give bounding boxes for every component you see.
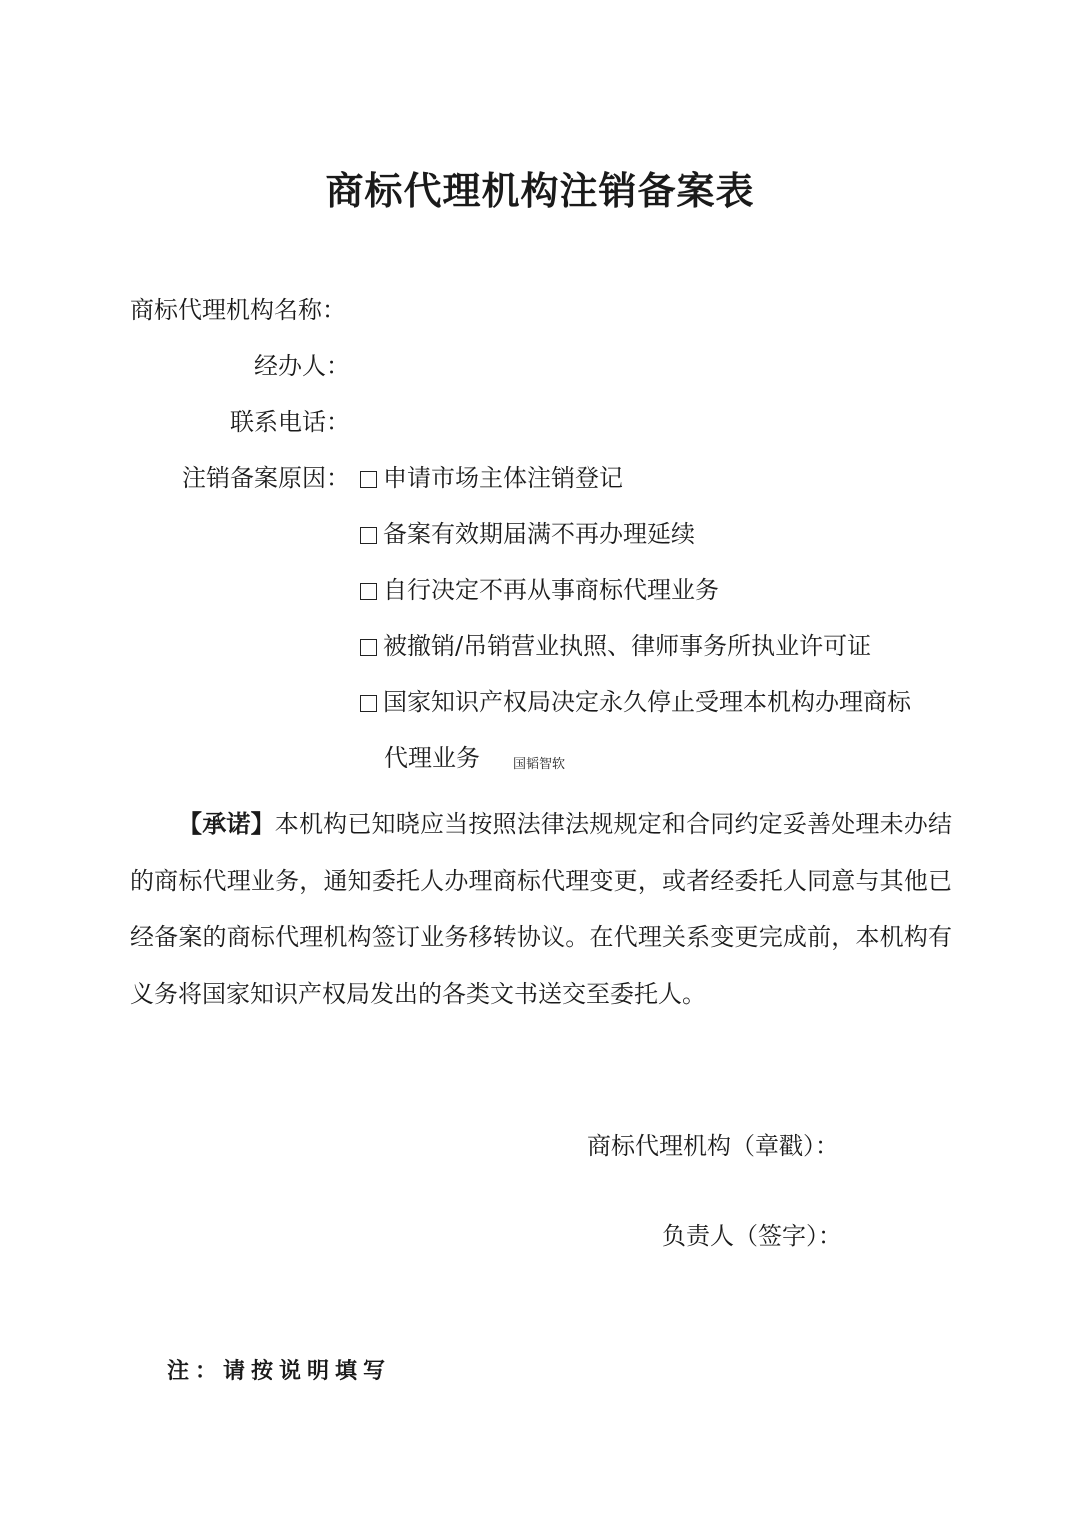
reason-option-label: 申请市场主体注销登记: [383, 464, 623, 492]
reason-option-label: 备案有效期届满不再办理延续: [383, 520, 695, 548]
document-title: 商标代理机构注销备案表: [325, 169, 755, 213]
responsible-signature-label: 负责人（签字）：: [662, 1222, 842, 1250]
checkbox-icon[interactable]: [360, 639, 377, 656]
pledge-paragraph: [130, 796, 952, 1022]
pledge-heading: 【承诺】: [178, 809, 275, 838]
reason-option-label: 自行决定不再从事商标代理业务: [383, 576, 719, 604]
reason-option-label: 被撤销/吊销营业执照、律师事务所执业许可证: [383, 632, 872, 660]
checkbox-icon[interactable]: [360, 527, 377, 544]
pledge-text: 本机构已知晓应当按照法律法规规定和合同约定妥善处理未办结的商标代理业务，通知委托人办理商标代理变更，或者经委托人同意与其他已经备案的商标代理机构签订业务移转协议。在代理关系变更完成前，本机构有义务将国家知识产权局发出的各类文书送交至委托人。: [130, 810, 953, 1008]
reason-option-1[interactable]: [360, 461, 623, 495]
agency-seal-label: 商标代理机构（章戳）：: [587, 1132, 839, 1160]
reason-option-2[interactable]: [360, 517, 695, 551]
checkbox-icon[interactable]: [360, 471, 377, 488]
reason-option-3[interactable]: [360, 573, 719, 607]
phone-label: 联系电话：: [230, 408, 350, 436]
reason-option-label: 国家知识产权局决定永久停止受理本机构办理商标: [383, 688, 911, 716]
reason-label: 注销备案原因：: [182, 464, 350, 492]
checkbox-icon[interactable]: [360, 583, 377, 600]
footer-note: 注：请按说明填写: [167, 1359, 392, 1384]
watermark-text: 国韬智软: [513, 757, 566, 772]
reason-option-5[interactable]: [360, 685, 911, 719]
handler-label: 经办人：: [254, 352, 350, 380]
agency-name-label: 商标代理机构名称：: [130, 296, 346, 324]
reason-option-4[interactable]: [360, 629, 871, 663]
checkbox-icon[interactable]: [360, 695, 377, 712]
reason-option-5-continued: 代理业务: [384, 744, 480, 772]
